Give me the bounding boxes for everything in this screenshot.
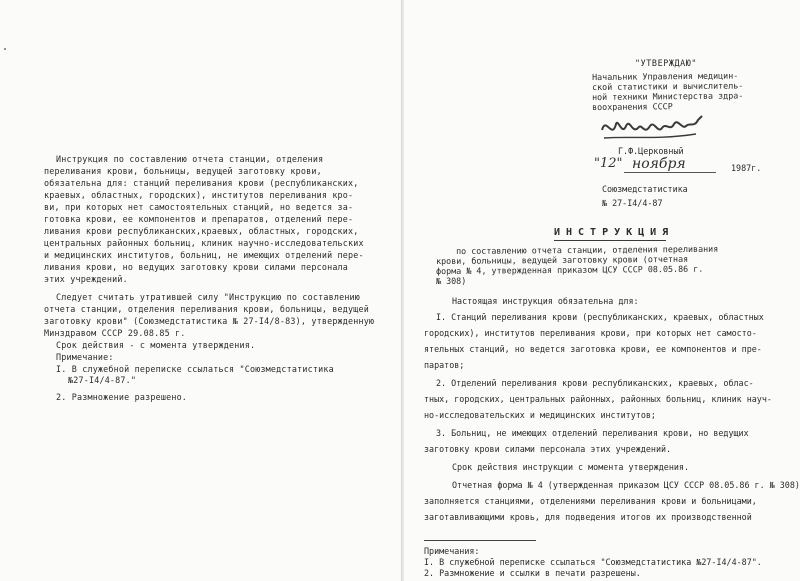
approver-line: ной техники Министерства здра- xyxy=(592,90,744,102)
repeal-line: отчета станции, отделения переливания крови, больницы, ведущей xyxy=(44,304,370,314)
subtitle-line: крови, больницы, ведущей заготовку крови (отчетная xyxy=(436,253,689,266)
intro-line: ливания крови республиканских,краевых, областных, городских, xyxy=(44,226,359,236)
intro-line: Инструкция по составлению отчета станции, отделения xyxy=(56,154,324,164)
body-line: заготовку крови силами персонала этих учреждений. xyxy=(424,444,672,454)
intro-line: готовка крови, ее компонентов и препаратов, отделений пере- xyxy=(44,214,354,224)
date-day-value: 12 xyxy=(599,156,617,171)
intro-line: этих учреждений. xyxy=(44,274,128,284)
repeal-line: заготовку крови" (Союзмедстатистика № 27-I4/8-83), утвержденную xyxy=(44,316,375,326)
body-line: Настоящая инструкция обязательна для: xyxy=(452,296,639,306)
date-underline xyxy=(624,172,716,173)
body-line: заполняется станциями, отделениями переливания крови и больницами, xyxy=(424,496,757,506)
body-line: тных, городских, центральных районных, районных больниц, клиник науч- xyxy=(424,394,772,404)
body-line: Срок действия инструкции с момента утверждения. xyxy=(452,462,689,472)
title-underline xyxy=(554,240,666,241)
note-item: №27-I4/4-87." xyxy=(68,375,137,385)
repeal-line: Минздравом СССР 29.08.85 г. xyxy=(44,328,186,338)
date-month: ноября xyxy=(632,156,686,172)
footnote-label: Примечания: xyxy=(424,546,480,556)
scan-speck xyxy=(4,48,6,50)
date-day: "12" xyxy=(594,156,623,171)
effective-line: Срок действия - с момента утверждения. xyxy=(56,340,256,350)
intro-line: переливания крови, больницы, ведущей заготовку крови, xyxy=(44,166,322,176)
body-line: но-исследовательских и медицинских институтов; xyxy=(424,410,656,420)
body-line: I. Станций переливания крови (республиканских, краевых, областных xyxy=(436,312,764,322)
intro-line: краевых, областных, городских), институтов переливания кро- xyxy=(44,190,354,200)
note-item: 2. Размножение разрешено. xyxy=(56,392,188,402)
approver-line: Начальник Управления медицин- xyxy=(592,70,739,82)
body-line: 2. Отделений переливания крови республиканских, краевых, облас- xyxy=(436,378,754,388)
intro-line: и медицинских институтов, больниц, не имеющих отделений пере- xyxy=(44,250,364,260)
footnote-item: I. В служебной переписке ссылаться "Союзмедстатистика №27-I4/4-87". xyxy=(424,557,762,567)
intro-line: центральных районных больниц, клиник научно-исследовательских xyxy=(44,238,364,248)
approver-line: ской статистики и вычислитель- xyxy=(592,80,744,92)
repeal-line: Следует считать утратившей силу "Инструкцию по составлению xyxy=(56,292,361,302)
date-year: 1987г. xyxy=(731,163,762,173)
handwritten-signature xyxy=(598,110,718,146)
org-name: Союзмедстатистика xyxy=(602,184,688,194)
body-line: 3. Больниц, не имеющих отделений переливания крови, но ведущих xyxy=(436,428,749,438)
doc-number: № 27-I4/4-87 xyxy=(602,198,663,208)
intro-line: ливания крови, но ведущих заготовку крови силами персонала xyxy=(44,262,349,272)
note-item: I. В служебной переписке ссылаться "Союзмедстатистика xyxy=(56,364,334,374)
footnote-item: 2. Размножение и ссылки в печати разрешены. xyxy=(424,568,641,578)
subtitle-line: форма № 4, утвержденная приказом ЦСУ СССР 08.05.86 г. xyxy=(436,263,704,276)
body-line: паратов; xyxy=(424,360,465,370)
subtitle-line: по составлению отчета станции, отделения переливания xyxy=(456,243,719,256)
right-page xyxy=(404,0,800,581)
body-line: ятельных станций, но ведется заготовка крови, ее компонентов и пре- xyxy=(424,344,762,354)
signature-name: Г.Ф.Церковный xyxy=(618,146,684,156)
subtitle-line: № 308) xyxy=(436,276,467,286)
body-line: Отчетная форма № 4 (утвержденная приказом ЦСУ СССР 08.05.86 г. № 308) xyxy=(452,480,800,490)
body-line: заготавливающими кровь, для подведения итогов их производственной xyxy=(424,512,752,522)
note-label: Примечание: xyxy=(56,352,114,362)
approve-title: "УТВЕРЖДАЮ" xyxy=(635,58,698,68)
doc-title: ИНСТРУКЦИЯ xyxy=(554,227,675,238)
approver-line: воохранения СССР xyxy=(592,101,673,112)
intro-line: обязательна для: станций переливания крови (республиканских, xyxy=(44,178,359,188)
footnote-rule xyxy=(424,540,536,541)
intro-line: ви, при которых нет самостоятельных станций, но ведется за- xyxy=(44,202,354,212)
body-line: городских), институтов переливания крови, при которых нет самосто- xyxy=(424,328,757,338)
